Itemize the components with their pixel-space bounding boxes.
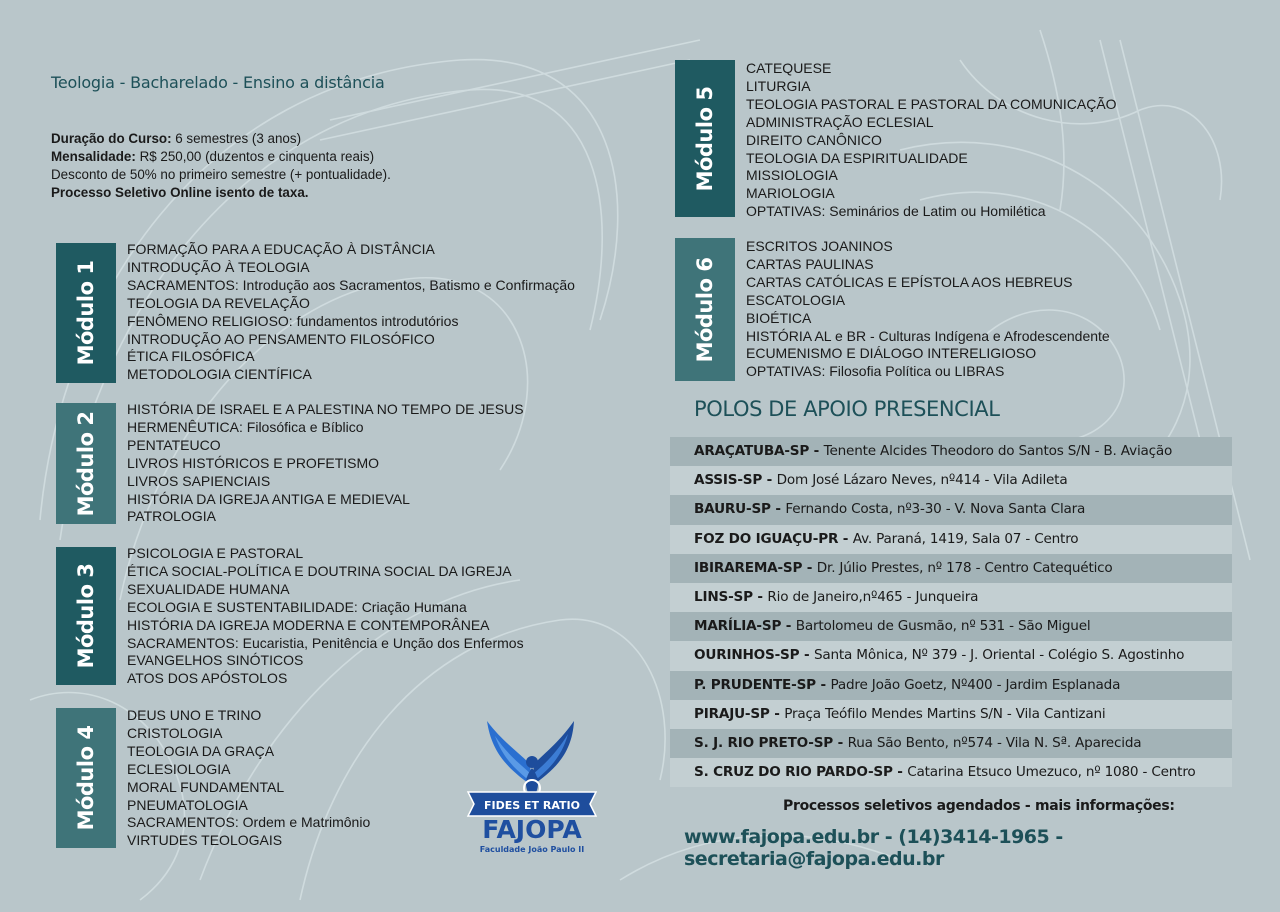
polo-address: Rio de Janeiro,nº465 - Junqueira: [767, 588, 979, 605]
table-row: [670, 758, 1232, 787]
list-item: HERMENÊUTICA: Filosófica e Bíblico: [127, 418, 364, 435]
list-item: LITURGIA: [746, 77, 811, 94]
polo-address: Av. Paraná, 1419, Sala 07 - Centro: [852, 530, 1079, 547]
polo-address: Tenente Alcides Theodoro do Santos S/N - B. Aviação: [823, 443, 1173, 459]
list-item: DEUS UNO E TRINO: [127, 707, 262, 723]
module-6: [675, 238, 1110, 381]
module-1: [56, 243, 575, 384]
contact-line[interactable]: www.fajopa.edu.br - (14)3414-1965 - secretaria@fajopa.edu.br: [684, 826, 1063, 870]
polo-city: PIRAJU-SP -: [694, 705, 785, 722]
logo-subtitle: Faculdade João Paulo II: [479, 845, 585, 854]
polo-city: P. PRUDENTE-SP -: [694, 676, 831, 693]
selection-process-line: Processo Seletivo Online isento de taxa.: [51, 185, 309, 200]
table-row: [670, 583, 1232, 612]
list-item: HISTÓRIA AL e BR - Culturas Indígena e Afrodescendente: [746, 327, 1110, 344]
list-item: CRISTOLOGIA: [127, 724, 223, 741]
table-row: [670, 700, 1232, 729]
polo-address: Fernando Costa, nº3-30 - V. Nova Santa Clara: [785, 501, 1086, 518]
polo-city: ASSIS-SP -: [694, 472, 777, 489]
module-1-list: [116, 241, 575, 384]
module-4-list: [116, 707, 370, 850]
list-item: MARIOLOGIA: [746, 185, 835, 202]
polo-address: Santa Mônica, Nº 379 - J. Oriental - Colégio S. Agostinho: [813, 647, 1185, 664]
list-item: PENTATEUCO: [127, 436, 221, 453]
list-item: SACRAMENTOS: Introdução aos Sacramentos, Batismo e Confirmação: [127, 276, 575, 293]
selection-info-note: Processos seletivos agendados - mais informações:: [783, 798, 1175, 814]
list-item: VIRTUDES TEOLOGAIS: [127, 832, 283, 849]
list-item: ECLESIOLOGIA: [127, 760, 231, 777]
list-item: ÉTICA FILOSÓFICA: [127, 348, 255, 365]
polo-city: OURINHOS-SP -: [694, 647, 814, 664]
polo-city: S. CRUZ DO RIO PARDO-SP -: [694, 764, 908, 781]
duration-label: Duração do Curso:: [51, 131, 172, 146]
list-item: HISTÓRIA DA IGREJA MODERNA E CONTEMPORÂNEA: [127, 616, 490, 633]
module-3: [56, 547, 524, 688]
course-info: [51, 130, 391, 202]
module-1-tab: Módulo 1: [56, 243, 116, 383]
list-item: CATEQUESE: [746, 60, 832, 76]
module-5-tab: Módulo 5: [675, 60, 735, 217]
module-3-tab: Módulo 3: [56, 547, 116, 685]
module-2-tab: Módulo 2: [56, 403, 116, 524]
polo-address: Dom José Lázaro Neves, nº414 - Vila Adileta: [776, 472, 1068, 489]
table-row: [670, 671, 1232, 700]
polo-address: Rua São Bento, nº574 - Vila N. Sª. Aparecida: [847, 734, 1142, 751]
page-title: Teologia - Bacharelado - Ensino a distância: [51, 73, 385, 92]
table-row: [670, 554, 1232, 583]
list-item: HISTÓRIA DE ISRAEL E A PALESTINA NO TEMPO DE JESUS: [127, 401, 524, 417]
list-item: TEOLOGIA PASTORAL E PASTORAL DA COMUNICAÇÃO: [746, 95, 1117, 112]
list-item: METODOLOGIA CIENTÍFICA: [127, 366, 312, 383]
list-item: BIOÉTICA: [746, 309, 812, 326]
list-item: PNEUMATOLOGIA: [127, 796, 248, 813]
module-3-list: [116, 545, 524, 688]
polos-table: [670, 437, 1232, 787]
list-item: PSICOLOGIA E PASTORAL: [127, 545, 304, 561]
list-item: HISTÓRIA DA IGREJA ANTIGA E MEDIEVAL: [127, 490, 410, 507]
fee-line: [51, 148, 391, 166]
polo-city: MARÍLIA-SP -: [694, 618, 796, 635]
polo-city: ARAÇATUBA-SP -: [694, 443, 824, 459]
polo-address: Praça Teófilo Mendes Martins S/N - Vila Cantizani: [784, 705, 1106, 722]
list-item: FENÔMENO RELIGIOSO: fundamentos introdutórios: [127, 312, 459, 329]
polo-city: IBIRAREMA-SP -: [694, 559, 817, 576]
fee-value: R$ 250,00 (duzentos e cinquenta reais): [135, 149, 375, 164]
polo-city: S. J. RIO PRETO-SP -: [694, 734, 848, 751]
list-item: SACRAMENTOS: Ordem e Matrimônio: [127, 814, 371, 831]
polo-address: Catarina Etsuco Umezuco, nº 1080 - Centro: [907, 764, 1196, 781]
list-item: ECOLOGIA E SUSTENTABILIDADE: Criação Humana: [127, 598, 467, 615]
list-item: MORAL FUNDAMENTAL: [127, 778, 285, 795]
list-item: ADMINISTRAÇÃO ECLESIAL: [746, 113, 934, 130]
module-4-tab: Módulo 4: [56, 708, 116, 848]
list-item: OPTATIVAS: Filosofia Política ou LIBRAS: [746, 363, 1005, 380]
table-row: [670, 641, 1232, 670]
list-item: EVANGELHOS SINÓTICOS: [127, 652, 304, 669]
duration-value: 6 semestres (3 anos): [171, 131, 302, 146]
polo-address: Bartolomeu de Gusmão, nº 531 - São Miguel: [795, 618, 1091, 635]
list-item: DIREITO CANÔNICO: [746, 131, 882, 148]
polos-heading: POLOS DE APOIO PRESENCIAL: [694, 397, 1000, 421]
list-item: ÉTICA SOCIAL-POLÍTICA E DOUTRINA SOCIAL DA IGREJA: [127, 562, 512, 579]
table-row: [670, 729, 1232, 758]
table-row: [670, 612, 1232, 641]
list-item: ESCATOLOGIA: [746, 291, 846, 308]
fee-label: Mensalidade:: [51, 149, 136, 164]
polo-address: Dr. Júlio Prestes, nº 178 - Centro Catequético: [816, 559, 1113, 576]
module-2: [56, 403, 524, 526]
list-item: CARTAS CATÓLICAS E EPÍSTOLA AOS HEBREUS: [746, 273, 1073, 290]
list-item: INTRODUÇÃO AO PENSAMENTO FILOSÓFICO: [127, 330, 435, 347]
list-item: SACRAMENTOS: Eucaristia, Penitência e Unção dos Enfermos: [127, 634, 524, 651]
motto-banner: [468, 792, 596, 816]
list-item: FORMAÇÃO PARA A EDUCAÇÃO À DISTÂNCIA: [127, 241, 435, 257]
module-5-list: [735, 60, 1117, 221]
list-item: TEOLOGIA DA REVELAÇÃO: [127, 294, 310, 311]
logo-motto: FIDES ET RATIO: [484, 799, 580, 812]
list-item: TEOLOGIA DA GRAÇA: [127, 742, 275, 759]
list-item: MISSIOLOGIA: [746, 167, 838, 184]
fajopa-logo: [462, 716, 602, 856]
polo-city: FOZ DO IGUAÇU-PR -: [694, 530, 853, 547]
list-item: CARTAS PAULINAS: [746, 255, 874, 272]
table-row: [670, 525, 1232, 554]
table-row: [670, 466, 1232, 495]
logo-name: FAJOPA: [482, 815, 582, 844]
list-item: LIVROS HISTÓRICOS E PROFETISMO: [127, 454, 380, 471]
list-item: SEXUALIDADE HUMANA: [127, 580, 290, 597]
list-item: LIVROS SAPIENCIAIS: [127, 472, 271, 489]
polo-city: BAURU-SP -: [694, 501, 786, 518]
list-item: PATROLOGIA: [127, 508, 216, 525]
polo-city: LINS-SP -: [694, 588, 768, 605]
duration-line: [51, 130, 391, 148]
list-item: OPTATIVAS: Seminários de Latim ou Homilética: [746, 203, 1046, 220]
list-item: ECUMENISMO E DIÁLOGO INTERELIGIOSO: [746, 345, 1037, 362]
module-2-list: [116, 401, 524, 526]
table-row: [670, 437, 1232, 466]
table-row: [670, 495, 1232, 524]
list-item: TEOLOGIA DA ESPIRITUALIDADE: [746, 149, 968, 166]
list-item: ESCRITOS JOANINOS: [746, 238, 893, 254]
list-item: INTRODUÇÃO À TEOLOGIA: [127, 258, 310, 275]
eagle-icon: [487, 721, 574, 798]
discount-line: Desconto de 50% no primeiro semestre (+ pontualidade).: [51, 167, 391, 182]
module-6-list: [735, 238, 1110, 381]
module-6-tab: Módulo 6: [675, 238, 735, 381]
list-item: ATOS DOS APÓSTOLOS: [127, 670, 288, 687]
module-5: [675, 60, 1117, 221]
module-4: [56, 708, 370, 850]
polo-address: Padre João Goetz, Nº400 - Jardim Esplanada: [830, 676, 1121, 693]
